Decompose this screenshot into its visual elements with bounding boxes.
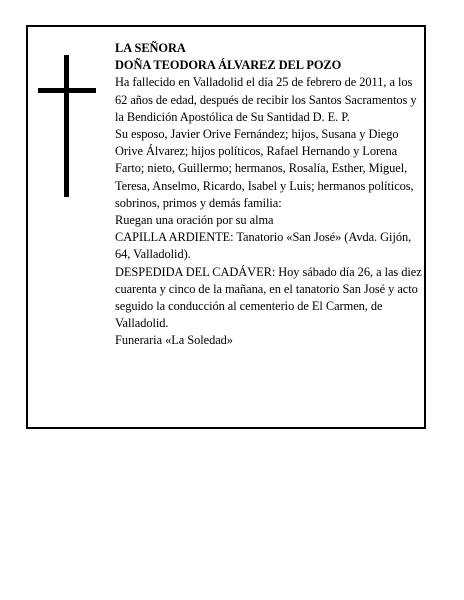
family-list: Su esposo, Javier Orive Fernández; hijos, Susana y Diego Orive Álvarez; hijos políticos, Rafael Hernando y Lorena Farto; nieto, Guillermo; hermanos, Rosalía, Esther, Miguel, Teresa, Anselmo, Ricardo, Isabel y Luis; hermanos políticos, sobrinos, primos y demás familia:: [115, 127, 414, 210]
cross-vertical-bar: [64, 55, 69, 197]
death-statement: Ha fallecido en Valladolid el día 25 de febrero de 2011, a los 62 años de edad, después de recibir los Santos Sacramentos y la Bendición Apostólica de Su Santidad D. E. P.: [115, 75, 417, 124]
chapel-info: CAPILLA ARDIENTE: Tanatorio «San José» (Avda. Gijón, 64, Valladolid).: [115, 230, 412, 262]
deceased-name: DOÑA TEODORA ÁLVAREZ DEL POZO: [115, 58, 342, 73]
cross-horizontal-bar: [38, 88, 96, 93]
notice-text-block: [115, 40, 425, 350]
funeral-home: Funeraria «La Soledad»: [115, 333, 233, 348]
prayer-request: Ruegan una oración por su alma: [115, 213, 274, 228]
funeral-info: DESPEDIDA DEL CADÁVER: Hoy sábado día 26, a las diez cuarenta y cinco de la mañana, en el tanatorio San José y acto seguido la conducción al cementerio de El Carmen, de Valladolid.: [115, 264, 422, 331]
notice-title: LA SEÑORA: [115, 41, 186, 55]
obituary-notice: [26, 25, 426, 429]
latin-cross-icon: [38, 55, 96, 197]
